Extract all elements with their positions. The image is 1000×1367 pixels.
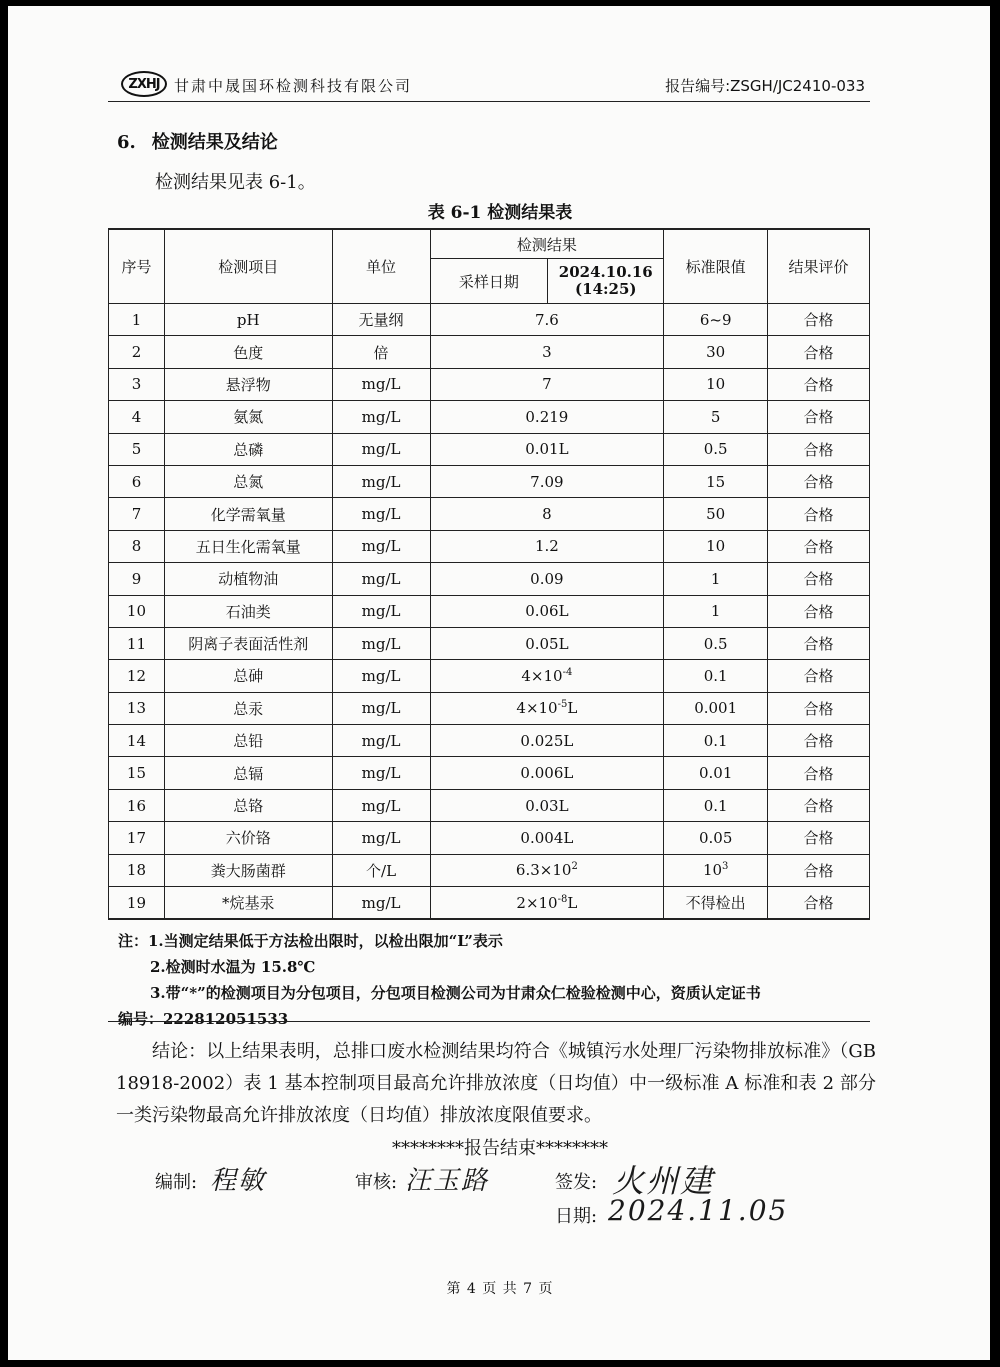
result-exponent: 2 — [571, 861, 578, 873]
header-evaluation: 结果评价 — [768, 229, 870, 304]
note-1: 注：1.当测定结果低于方法检出限时，以检出限加“L”表示 — [118, 932, 503, 950]
cell-item: 总磷 — [164, 433, 332, 465]
header-divider — [108, 101, 870, 102]
cell-limit: 0.05 — [664, 822, 768, 854]
cell-evaluation: 合格 — [768, 627, 870, 659]
cell-result — [430, 887, 664, 920]
cell-result: 8 — [430, 498, 664, 530]
cell-limit: 6~9 — [664, 304, 768, 336]
date-label: 日期: — [555, 1206, 598, 1227]
cell-unit: mg/L — [332, 563, 430, 595]
limit-base: 10 — [702, 861, 723, 880]
cell-evaluation: 合格 — [768, 498, 870, 530]
cell-seq: 4 — [109, 401, 165, 433]
table-row — [109, 595, 870, 627]
cell-unit: mg/L — [332, 401, 430, 433]
cell-item: 五日生化需氧量 — [164, 530, 332, 562]
cell-limit: 15 — [664, 465, 768, 497]
cell-evaluation: 合格 — [768, 822, 870, 854]
cell-evaluation: 合格 — [768, 692, 870, 724]
cell-result: 1.2 — [430, 530, 664, 562]
cell-unit: mg/L — [332, 595, 430, 627]
cell-limit: 0.1 — [664, 660, 768, 692]
sampling-time: (14:25) — [575, 280, 637, 298]
cell-evaluation: 合格 — [768, 368, 870, 400]
table-row — [109, 627, 870, 659]
note-3-continued: 编号：222812051533 — [118, 1010, 289, 1028]
result-exponent: -8 — [557, 893, 568, 905]
cell-limit: 50 — [664, 498, 768, 530]
cell-item: 总汞 — [164, 692, 332, 724]
cell-evaluation: 合格 — [768, 563, 870, 595]
cell-item: *烷基汞 — [164, 887, 332, 920]
header-seq: 序号 — [109, 229, 165, 304]
cell-seq: 15 — [109, 757, 165, 789]
table-row — [109, 822, 870, 854]
conclusion-paragraph: 结论：以上结果表明，总排口废水检测结果均符合《城镇污水处理厂污染物排放标准》（GB 18918-2002）表 1 基本控制项目最高允许排放浓度（日均值）中一级标准 A 标准和表 2 部分一类污染物最高允许排放浓度（日均值）排放浓度限值要求。 — [116, 1041, 876, 1126]
table-row — [109, 854, 870, 886]
cell-seq: 5 — [109, 433, 165, 465]
cell-seq: 2 — [109, 336, 165, 368]
cell-unit: mg/L — [332, 692, 430, 724]
cell-limit: 0.5 — [664, 627, 768, 659]
result-exponent: -5 — [557, 699, 568, 711]
cell-seq: 17 — [109, 822, 165, 854]
result-suffix: L — [567, 893, 578, 912]
cell-seq: 8 — [109, 530, 165, 562]
reviewer-label: 审核: — [355, 1172, 398, 1193]
cell-item: 化学需氧量 — [164, 498, 332, 530]
table-caption: 表 6-1 检测结果表 — [427, 203, 573, 223]
cell-limit: 不得检出 — [664, 887, 768, 920]
cell-seq: 7 — [109, 498, 165, 530]
cell-evaluation: 合格 — [768, 530, 870, 562]
report-number: 报告编号:ZSGH/JC2410-033 — [665, 77, 865, 95]
header-result: 检测结果 — [430, 229, 664, 259]
cell-item: 粪大肠菌群 — [164, 854, 332, 886]
cell-unit: mg/L — [332, 627, 430, 659]
result-base: 6.3×10 — [515, 861, 572, 880]
cell-item: 氨氮 — [164, 401, 332, 433]
cell-seq: 3 — [109, 368, 165, 400]
cell-evaluation: 合格 — [768, 660, 870, 692]
cell-result: 0.05L — [430, 627, 664, 659]
cell-result: 0.06L — [430, 595, 664, 627]
cell-evaluation: 合格 — [768, 401, 870, 433]
table-row — [109, 530, 870, 562]
header-item: 检测项目 — [164, 229, 332, 304]
cell-result: 0.025L — [430, 725, 664, 757]
compiler-label: 编制: — [155, 1172, 198, 1193]
cell-unit: mg/L — [332, 433, 430, 465]
cell-limit: 10 — [664, 368, 768, 400]
cell-seq: 10 — [109, 595, 165, 627]
cell-item: pH — [164, 304, 332, 336]
table-row — [109, 692, 870, 724]
result-base: 4×10 — [521, 666, 563, 685]
table-row — [109, 757, 870, 789]
cell-limit: 10 — [664, 530, 768, 562]
cell-evaluation: 合格 — [768, 433, 870, 465]
issuer-signature: 火州建 — [612, 1162, 715, 1200]
cell-evaluation: 合格 — [768, 595, 870, 627]
section-title: 检测结果及结论 — [151, 132, 278, 153]
cell-limit — [664, 854, 768, 886]
cell-seq: 18 — [109, 854, 165, 886]
cell-result: 0.09 — [430, 563, 664, 595]
cell-item: 阴离子表面活性剂 — [164, 627, 332, 659]
cell-unit: mg/L — [332, 530, 430, 562]
cell-unit: mg/L — [332, 757, 430, 789]
company-name: 甘肃中晟国环检测科技有限公司 — [174, 77, 413, 95]
table-row — [109, 433, 870, 465]
cell-item: 六价铬 — [164, 822, 332, 854]
cell-item: 悬浮物 — [164, 368, 332, 400]
result-exponent: -4 — [562, 666, 573, 678]
limit-exponent: 3 — [722, 861, 729, 873]
table-row — [109, 789, 870, 821]
cell-result: 0.219 — [430, 401, 664, 433]
cell-result: 0.004L — [430, 822, 664, 854]
cell-limit: 30 — [664, 336, 768, 368]
cell-result: 7 — [430, 368, 664, 400]
table-row — [109, 887, 870, 920]
cell-result: 7.09 — [430, 465, 664, 497]
cell-result: 7.6 — [430, 304, 664, 336]
cell-result: 3 — [430, 336, 664, 368]
cell-item: 总铅 — [164, 725, 332, 757]
page-number: 第 4 页 共 7 页 — [446, 1281, 554, 1297]
cell-evaluation: 合格 — [768, 304, 870, 336]
note-3: 3.带“*”的检测项目为分包项目，分包项目检测公司为甘肃众仁检验检测中心，资质认定证书 — [150, 984, 761, 1002]
table-row — [109, 304, 870, 336]
cell-limit: 0.5 — [664, 433, 768, 465]
cell-evaluation: 合格 — [768, 854, 870, 886]
cell-item: 石油类 — [164, 595, 332, 627]
header-sampling-date — [548, 259, 664, 304]
table-notes — [118, 928, 878, 1032]
cell-item: 色度 — [164, 336, 332, 368]
cell-seq: 12 — [109, 660, 165, 692]
cell-unit: mg/L — [332, 660, 430, 692]
cell-result — [430, 854, 664, 886]
section-number: 6. — [117, 132, 136, 153]
results-table-body — [109, 304, 870, 920]
result-suffix: L — [567, 699, 578, 718]
cell-unit: mg/L — [332, 368, 430, 400]
table-row — [109, 368, 870, 400]
table-row — [109, 725, 870, 757]
note-2: 2.检测时水温为 15.8℃ — [150, 958, 316, 976]
cell-seq: 11 — [109, 627, 165, 659]
cell-limit: 5 — [664, 401, 768, 433]
cell-result: 0.01L — [430, 433, 664, 465]
cell-result: 0.03L — [430, 789, 664, 821]
notes-divider — [108, 1021, 870, 1022]
cell-limit: 0.1 — [664, 725, 768, 757]
cell-item: 总镉 — [164, 757, 332, 789]
cell-unit: mg/L — [332, 465, 430, 497]
cell-unit: 个/L — [332, 854, 430, 886]
cell-seq: 9 — [109, 563, 165, 595]
table-row — [109, 465, 870, 497]
cell-evaluation: 合格 — [768, 757, 870, 789]
cell-seq: 16 — [109, 789, 165, 821]
reviewer-signature: 汪玉路 — [405, 1166, 490, 1196]
cell-evaluation: 合格 — [768, 336, 870, 368]
cell-item: 总氮 — [164, 465, 332, 497]
cell-seq: 19 — [109, 887, 165, 920]
report-end-mark: ********报告结束******** — [392, 1138, 608, 1159]
signature-date: 2024.11.05 — [608, 1194, 789, 1227]
cell-unit: mg/L — [332, 498, 430, 530]
cell-seq: 14 — [109, 725, 165, 757]
cell-seq: 1 — [109, 304, 165, 336]
cell-unit: mg/L — [332, 789, 430, 821]
cell-evaluation: 合格 — [768, 725, 870, 757]
cell-evaluation: 合格 — [768, 789, 870, 821]
cell-evaluation: 合格 — [768, 465, 870, 497]
cell-limit: 0.1 — [664, 789, 768, 821]
cell-unit: 无量纲 — [332, 304, 430, 336]
section-heading — [117, 128, 278, 154]
cell-item: 动植物油 — [164, 563, 332, 595]
cell-evaluation: 合格 — [768, 887, 870, 920]
sampling-date: 2024.10.16 — [558, 263, 653, 281]
cell-limit: 1 — [664, 595, 768, 627]
table-row — [109, 336, 870, 368]
header-sampling-date-label: 采样日期 — [430, 259, 548, 304]
cell-limit: 0.001 — [664, 692, 768, 724]
cell-result — [430, 660, 664, 692]
header-unit: 单位 — [332, 229, 430, 304]
table-row — [109, 498, 870, 530]
table-row — [109, 660, 870, 692]
intro-text: 检测结果见表 6-1。 — [155, 172, 316, 193]
compiler-signature: 程敏 — [210, 1166, 267, 1196]
table-row — [109, 563, 870, 595]
cell-limit: 0.01 — [664, 757, 768, 789]
table-row — [109, 401, 870, 433]
cell-item: 总砷 — [164, 660, 332, 692]
result-base: 4×10 — [516, 699, 558, 718]
cell-item: 总铬 — [164, 789, 332, 821]
issuer-label: 签发: — [555, 1172, 598, 1193]
cell-result — [430, 692, 664, 724]
cell-unit: 倍 — [332, 336, 430, 368]
cell-result: 0.006L — [430, 757, 664, 789]
cell-seq: 6 — [109, 465, 165, 497]
cell-unit: mg/L — [332, 725, 430, 757]
results-table — [108, 228, 870, 920]
company-logo: ZXHJ — [121, 71, 167, 97]
result-base: 2×10 — [516, 893, 558, 912]
cell-unit: mg/L — [332, 887, 430, 920]
cell-unit: mg/L — [332, 822, 430, 854]
cell-limit: 1 — [664, 563, 768, 595]
header-limit: 标准限值 — [664, 229, 768, 304]
cell-seq: 13 — [109, 692, 165, 724]
